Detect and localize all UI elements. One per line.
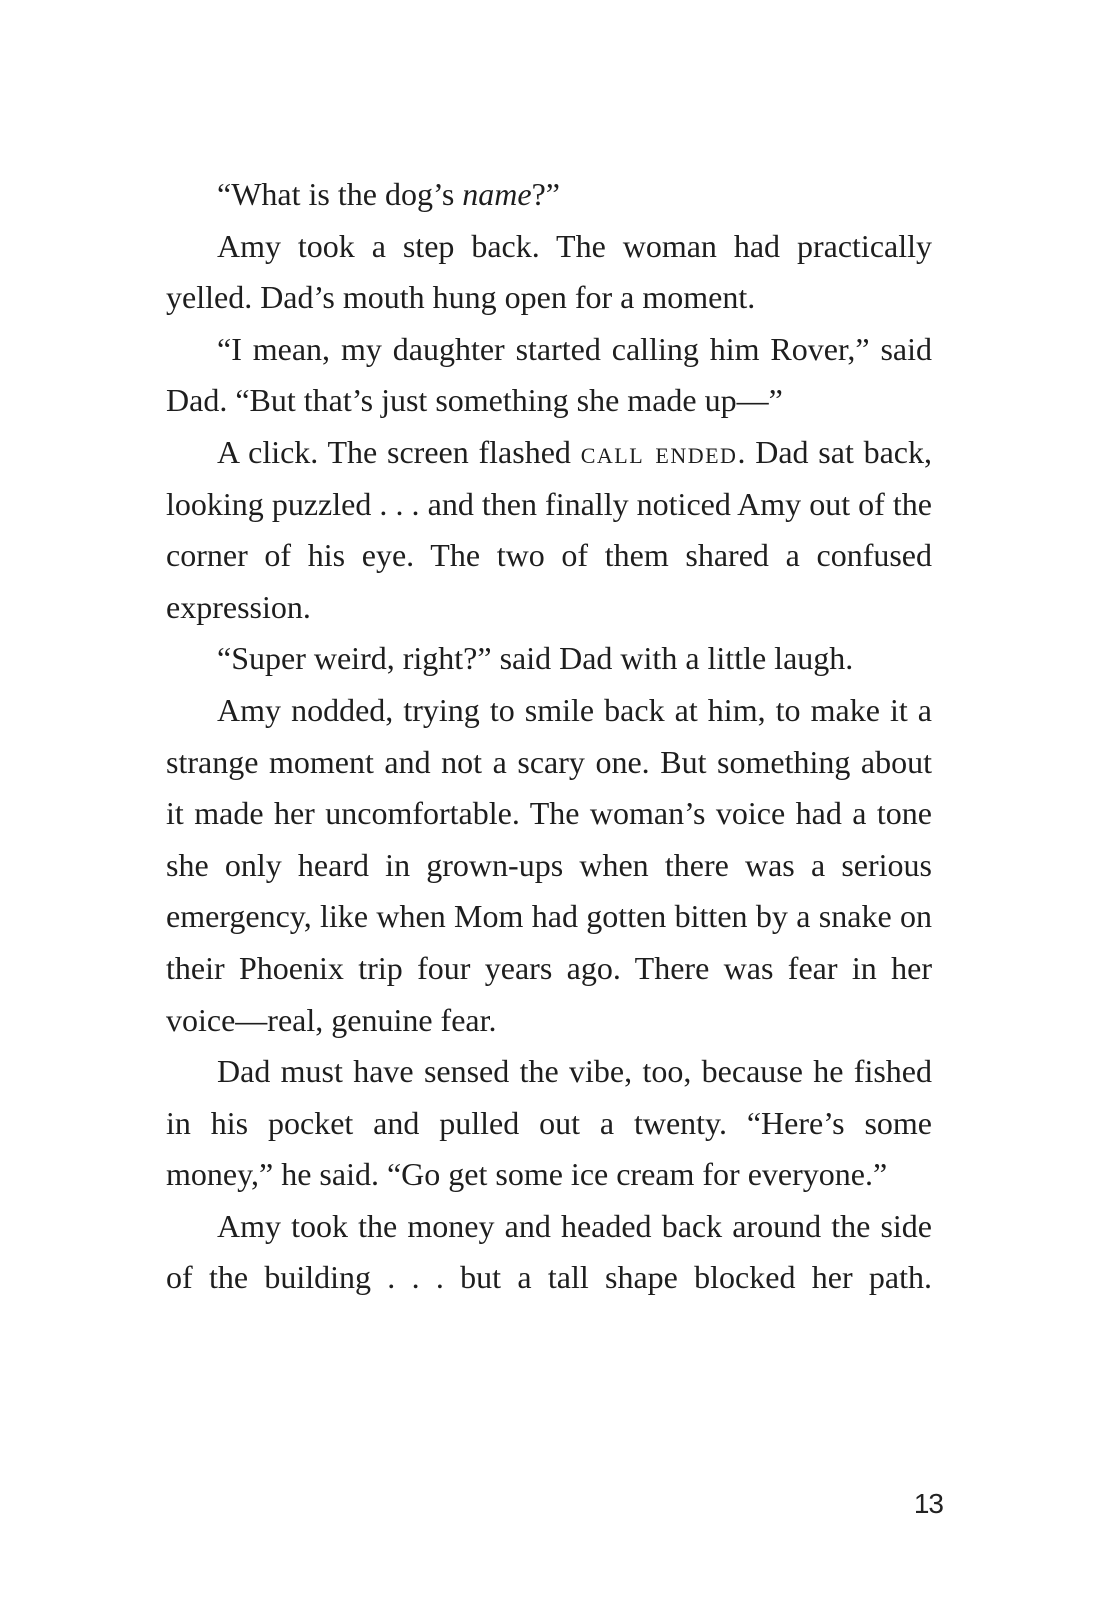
paragraph-6: Amy nodded, trying to smile back at him, to make it a strange moment and not a scary one. But something about it made her uncomfortable. The woman’s voice had a tone she only heard in grown-ups when there was a serious emergency, like when Mom had gotten bitten by a snake on their Phoenix trip four years ago. There was fear in her voice—real, genuine fear. <box>166 691 932 1038</box>
paragraph-1 <box>166 169 932 221</box>
paragraph-4-after: . Dad sat back, looking puzzled . . . and then finally noticed Amy out of the corner of his eye. The two of them shared a confused expression. <box>166 433 933 625</box>
body-text <box>166 169 932 1304</box>
paragraph-5: “Super weird, right?” said Dad with a little laugh. <box>217 640 854 677</box>
paragraph-3: “I mean, my daughter started calling him Rover,” said Dad. “But that’s just something she made up—” <box>166 330 932 419</box>
paragraph-8: Amy took the money and headed back around the side of the building . . . but a tall shape blocked her path. <box>166 1207 932 1296</box>
paragraph-4-before: A click. The screen flashed <box>217 433 581 470</box>
small-caps-phrase: call ended <box>580 433 738 470</box>
emphasized-word: name <box>462 176 532 212</box>
paragraph-1-after: ?” <box>531 176 560 212</box>
paragraph-1-before: “What is the dog’s <box>217 176 463 212</box>
paragraph-7: Dad must have sensed the vibe, too, because he fished in his pocket and pulled out a twenty. “Here’s some money,” he said. “Go get some ice cream for everyone.” <box>166 1053 932 1193</box>
page-number: 13 <box>913 1488 943 1519</box>
paragraph-2: Amy took a step back. The woman had practically yelled. Dad’s mouth hung open for a moment. <box>166 227 932 316</box>
paragraph-4 <box>166 427 932 633</box>
